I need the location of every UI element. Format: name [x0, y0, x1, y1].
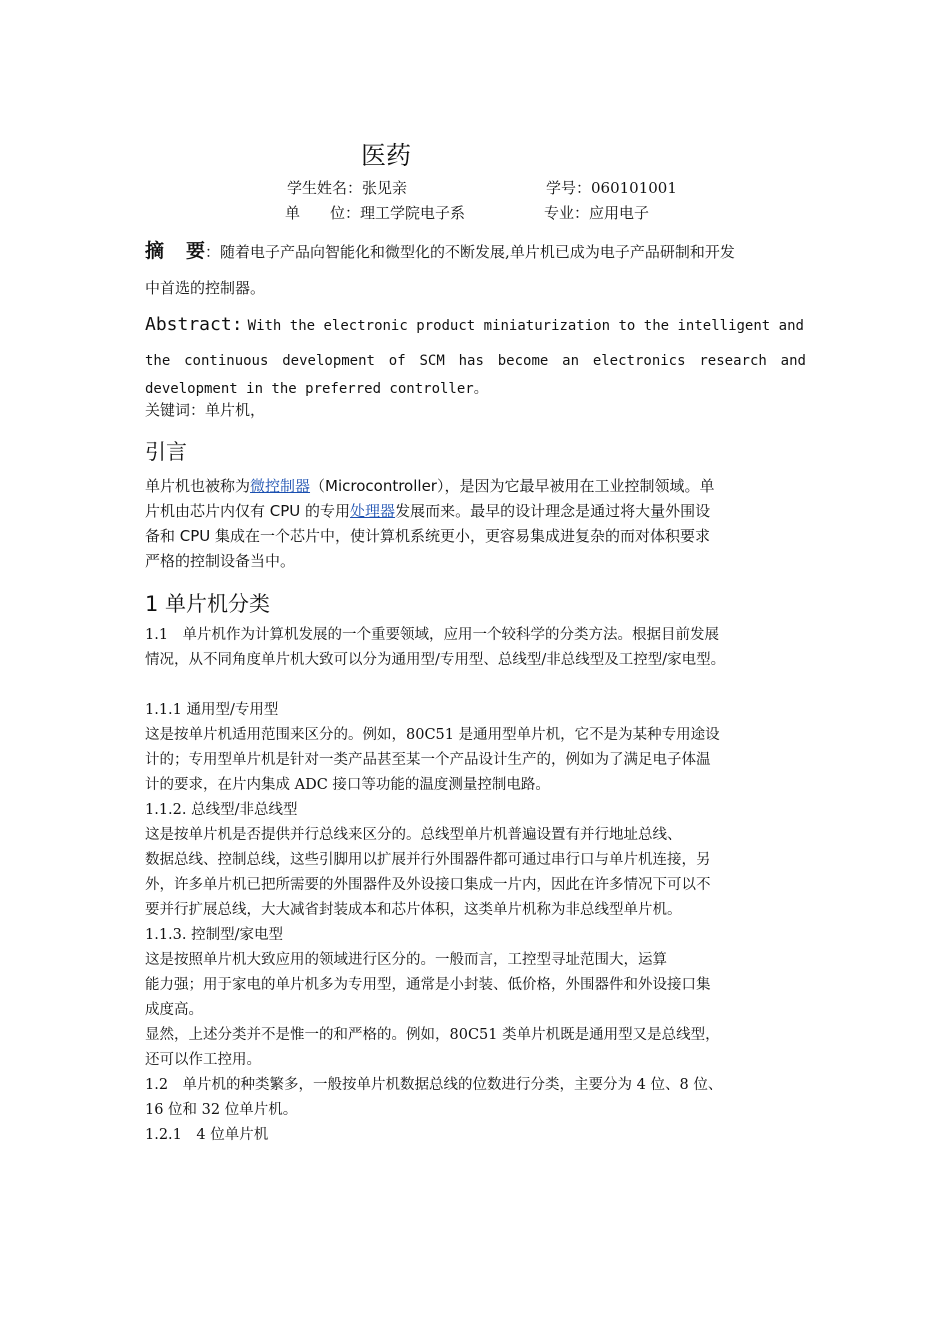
abstract-en-word: electronics	[592, 353, 686, 369]
intro-l1-b: （Microcontroller），是因为它最早被用在工业控制领域。单	[310, 477, 715, 495]
abstract-en-word: become	[497, 353, 549, 369]
s111-title: 1.1.1 通用型/专用型	[145, 702, 279, 718]
intro-l1-a: 单片机也被称为	[145, 477, 251, 495]
s113-line3: 成度高。	[145, 1002, 203, 1018]
intro-line1	[145, 474, 820, 499]
p11	[145, 623, 820, 673]
processor-link[interactable]: 处理器	[350, 502, 396, 520]
unit: 单 位：理工学院电子系	[285, 204, 466, 222]
s112-title: 1.1.2. 总线型/非总线型	[145, 802, 298, 818]
abstract-en-word: an	[562, 353, 579, 369]
abstract-en-word: has	[458, 353, 484, 369]
s113-title: 1.1.3. 控制型/家电型	[145, 927, 283, 943]
s112-line2: 数据总线、控制总线，这些引脚用以扩展并行外围器件都可通过串行口与单片机连接，另	[145, 852, 711, 868]
abstract-en-label: Abstract:	[145, 314, 243, 335]
s111-line3: 计的要求，在片内集成 ADC 接口等功能的温度测量控制电路。	[145, 777, 550, 793]
intro-line2	[145, 499, 820, 524]
intro-line3: 备和 CPU 集成在一个芯片中，使计算机系统更小，更容易集成进复杂的而对体积要求	[145, 527, 711, 545]
s113-line1: 这是按照单片机大致应用的领域进行区分的。一般而言，工控型寻址范围大，运算	[145, 952, 667, 968]
abstract-en-text1: With the electronic product miniaturization to the intelligent and	[247, 318, 804, 334]
student-id: 学号：060101001	[546, 179, 677, 197]
intro-heading: 引言	[145, 440, 187, 464]
p12-line1: 1.2 单片机的种类繁多，一般按单片机数据总线的位数进行分类，主要分为 4 位、8 位、	[145, 1077, 723, 1093]
abstract-en-word: SCM	[419, 353, 445, 369]
abstract-en-word: of	[388, 353, 406, 369]
abstract-en-word: research	[699, 353, 767, 369]
abstract-en-word: the	[145, 353, 171, 369]
s121-title: 1.2.1 4 位单片机	[145, 1127, 269, 1143]
s112-line1: 这是按单片机是否提供并行总线来区分的。总线型单片机普遍设置有并行地址总线、	[145, 827, 682, 843]
abstract-en-line3: development in the preferred controller。	[145, 381, 488, 397]
section1-heading: 1 单片机分类	[145, 592, 271, 616]
intro-l2-b: 发展而来。最早的设计理念是通过将大量外围设	[395, 502, 711, 520]
note-line2: 还可以作工控用。	[145, 1052, 261, 1068]
abstract-cn-colon: ：	[205, 243, 221, 261]
keywords: 关键词：单片机，	[145, 401, 266, 419]
abstract-en-word: and	[780, 353, 806, 369]
abstract-en-line2	[145, 353, 806, 369]
abstract-cn-line2: 中首选的控制器。	[145, 279, 266, 297]
intro-paragraph	[145, 474, 820, 574]
abstract-en-word: continuous	[184, 353, 269, 369]
abstract-cn-text1: 随着电子产品向智能化和微型化的不断发展,单片机已成为电子产品研制和开发	[220, 243, 735, 261]
abstract-cn-line1	[145, 239, 735, 265]
intro-l2-a: 片机由芯片内仅有 CPU 的专用	[145, 502, 351, 520]
intro-line4: 严格的控制设备当中。	[145, 552, 296, 570]
s111-line2: 计的；专用型单片机是针对一类产品甚至某一个产品设计生产的，例如为了满足电子体温	[145, 752, 711, 768]
document-title: 医药	[361, 141, 412, 170]
note-line1: 显然，上述分类并不是惟一的和严格的。例如，80C51 类单片机既是通用型又是总线型，	[145, 1027, 720, 1043]
microcontroller-link[interactable]: 微控制器	[250, 477, 311, 495]
s112-line3: 外，许多单片机已把所需要的外围器件及外设接口集成一片内，因此在许多情况下可以不	[145, 877, 711, 893]
student-name: 学生姓名：张见亲	[287, 179, 408, 197]
s113-line2: 能力强；用于家电的单片机多为专用型，通常是小封装、低价格，外围器件和外设接口集	[145, 977, 711, 993]
abstract-en-word: development	[282, 353, 375, 369]
p11-line2: 情况，从不同角度单片机大致可以分为通用型/专用型、总线型/非总线型及工控型/家电型。	[145, 652, 726, 668]
abstract-cn-label-b: 要	[186, 240, 206, 262]
abstract-en-line1	[145, 314, 804, 335]
abstract-cn-label-a: 摘	[145, 240, 165, 262]
major: 专业：应用电子	[544, 204, 650, 222]
p11-line1: 1.1 单片机作为计算机发展的一个重要领域，应用一个较科学的分类方法。根据目前发展	[145, 627, 720, 643]
s111	[145, 698, 820, 1148]
s112-line4: 要并行扩展总线，大大减省封装成本和芯片体积，这类单片机称为非总线型单片机。	[145, 902, 682, 918]
s111-line1: 这是按单片机适用范围来区分的。例如，80C51 是通用型单片机，它不是为某种专用途设	[145, 727, 720, 743]
p12-line2: 16 位和 32 位单片机。	[145, 1102, 298, 1118]
